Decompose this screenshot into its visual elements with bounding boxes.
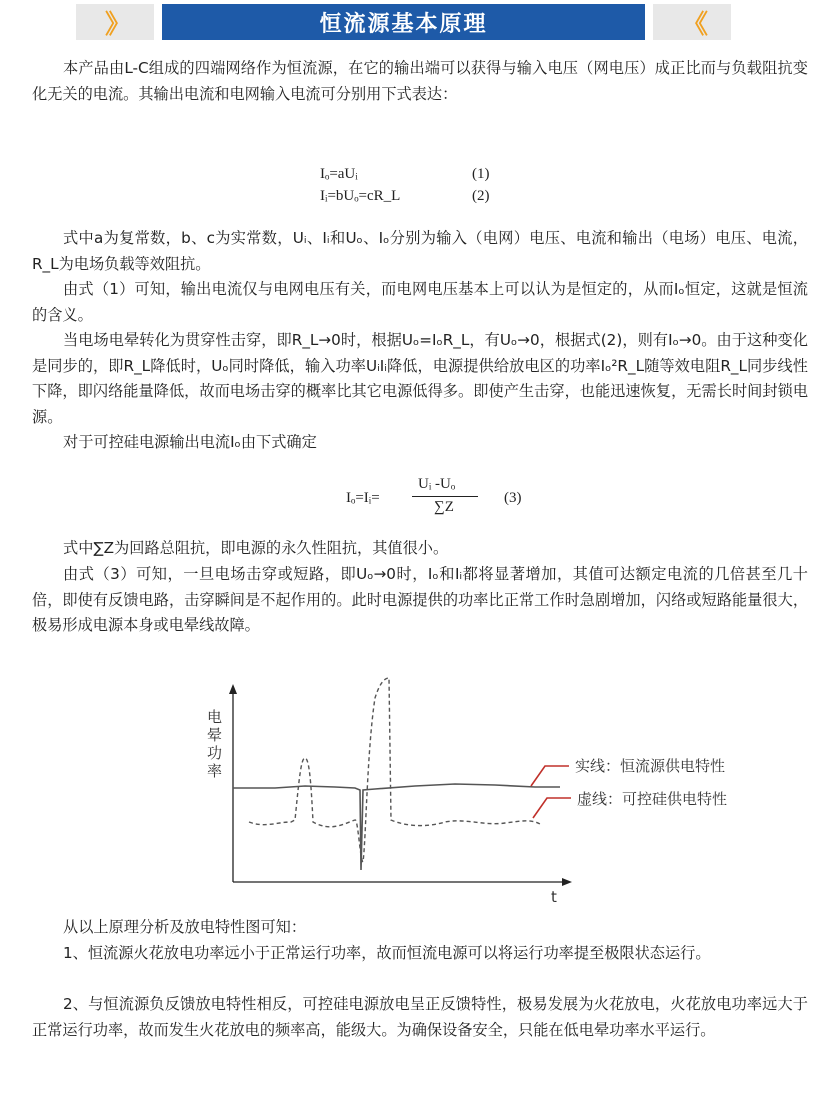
formula-1-expression: Iₒ=aUᵢ — [320, 166, 358, 182]
paragraph-conclusion-2: 2、与恒流源负反馈放电特性相反，可控硅电源放电呈正反馈特性，极易发展为火花放电，火花放电功率远大于正常运行功率，故而发生火花放电的频率高，能级大。为确保设备安全，只能在低电晕功率水平运行。 — [32, 995, 808, 1039]
formula-3-number: (3) — [504, 490, 522, 506]
left-chevron-decoration — [76, 4, 154, 40]
legend-solid-leader-line — [531, 766, 569, 786]
formula-1 — [320, 166, 490, 183]
formula-1-number: (1) — [472, 166, 490, 182]
paragraph-scr-intro: 对于可控硅电源输出电流Iₒ由下式确定 — [63, 433, 317, 451]
solid-curve-constant-current — [233, 784, 560, 870]
title-bar — [162, 4, 645, 40]
formula-2-expression: Iᵢ=bUₒ=cR_L — [320, 188, 401, 204]
right-chevron-decoration — [653, 4, 731, 40]
legend-dashed-leader-line — [533, 798, 571, 818]
formula-3-lhs: Iₒ=Iᵢ= — [346, 490, 380, 506]
formula-3-numerator: Uᵢ -Uₒ — [418, 476, 456, 492]
paragraph-breakdown: 当电场电晕转化为贯穿性击穿，即R_L→0时，根据Uₒ=IₒR_L，有Uₒ→0，根据式(2)，则有Iₒ→0。由于这种变化是同步的，即R_L降低时，Uₒ同时降低，输入功率UᵢIᵢ降低，电源提供给放电区的功率Iₒ²R_L随等效电阻R_L同步线性下降，即闪络能量降低，故而电场击穿的概率比其它电源低得多。即使产生击穿，也能迅速恢复，无需长时间封锁电源。 — [32, 331, 808, 426]
formula-3-denominator: ∑Z — [434, 499, 454, 515]
paragraph-conclusion-1: 1、恒流源火花放电功率远小于正常运行功率，故而恒流电源可以将运行功率提至极限状态运行。 — [63, 944, 711, 962]
discharge-characteristic-figure — [195, 670, 795, 910]
y-label-char-1: 电 — [207, 708, 223, 726]
y-label-char-3: 功 — [207, 744, 223, 762]
x-axis-label: t — [551, 888, 557, 906]
double-chevron-right-icon: 》 — [104, 9, 125, 40]
formula-2 — [320, 188, 490, 205]
y-axis-arrow-icon — [229, 684, 237, 694]
formula-2-number: (2) — [472, 188, 490, 204]
paragraph-short-circuit: 由式（3）可知，一旦电场击穿或短路，即Uₒ→0时，Iₒ和Iᵢ都将显著增加，其值可达额定电流的几倍甚至几十倍，即使有反馈电路，击穿瞬间是不起作用的。此时电源提供的功率比正常工作时急剧增加，闪络或短路能量很大，极易形成电源本身或电晕线故障。 — [32, 565, 808, 634]
paragraph-conclusion-intro: 从以上原理分析及放电特性图可知： — [63, 918, 306, 936]
double-chevron-left-icon: 《 — [681, 9, 702, 40]
page-title: 恒流源基本原理 — [319, 10, 488, 37]
paragraph-intro: 本产品由L-C组成的四端网络作为恒流源，在它的输出端可以获得与输入电压（网电压）成正比而与负载阻抗变化无关的电流。其输出电流和电网输入电流可分别用下式表达： — [32, 59, 808, 103]
legend-dashed-label: 虚线：可控硅供电特性 — [577, 790, 728, 808]
section-header-banner — [76, 4, 731, 40]
paragraph-constant-current: 由式（1）可知，输出电流仅与电网电压有关，而电网电压基本上可以认为是恒定的，从而Iₒ恒定，这就是恒流的含义。 — [32, 280, 808, 324]
legend-solid-label: 实线：恒流源供电特性 — [575, 757, 726, 775]
y-label-char-2: 晕 — [207, 726, 223, 744]
paragraph-impedance: 式中∑Z为回路总阻抗，即电源的永久性阻抗，其值很小。 — [63, 539, 449, 557]
fraction-line — [412, 496, 478, 497]
y-label-char-4: 率 — [207, 762, 223, 780]
paragraph-definitions: 式中a为复常数，b、c为实常数，Uᵢ、Iᵢ和Uₒ、Iₒ分别为输入（电网）电压、电流和输出（电场）电压、电流，R_L为电场负载等效阻抗。 — [32, 229, 808, 273]
x-axis-arrow-icon — [562, 878, 572, 886]
dashed-curve-scr — [249, 678, 540, 862]
